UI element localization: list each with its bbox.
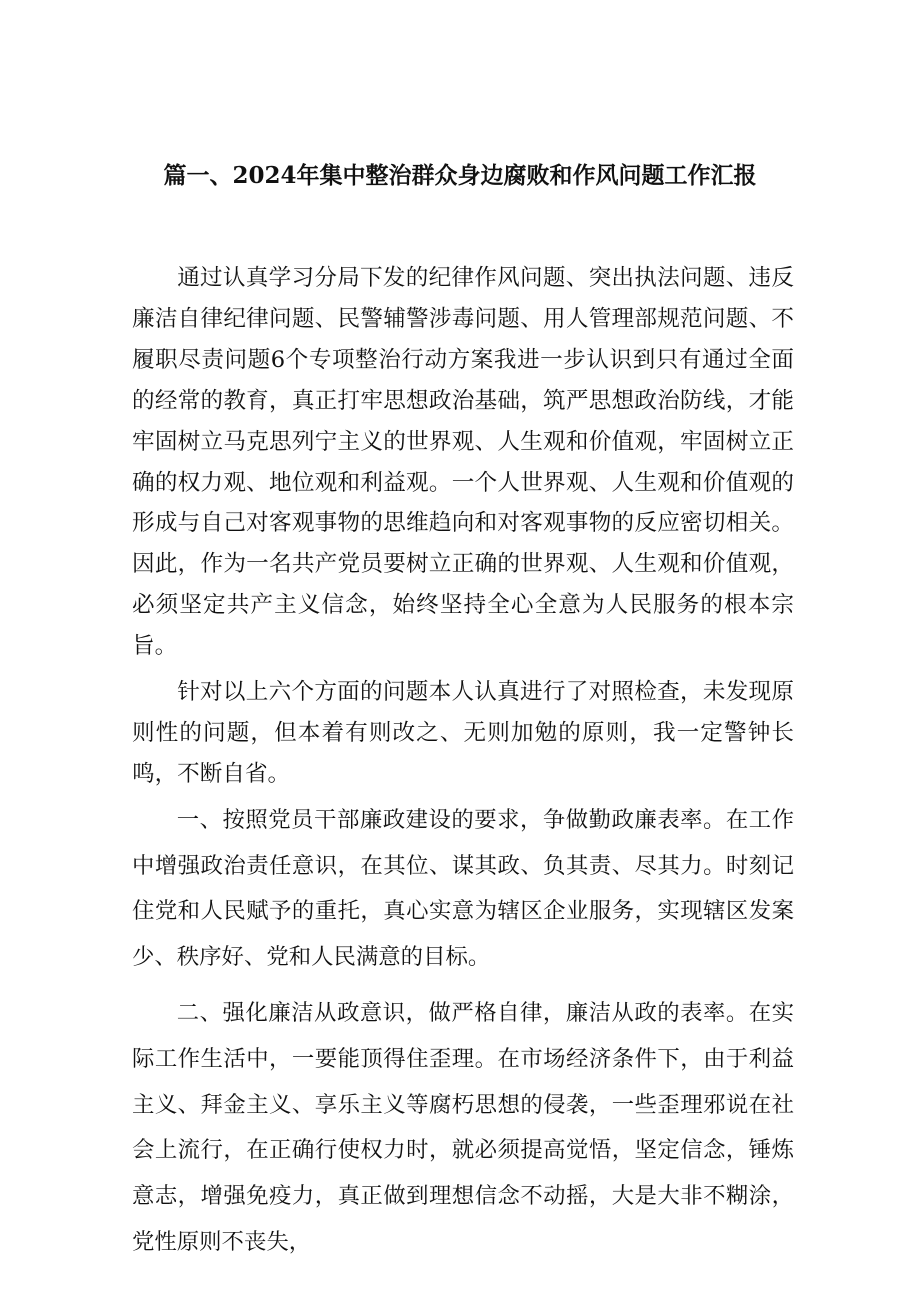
document-body: [132, 258, 794, 1266]
paragraph-point-one: 一、按照党员干部廉政建设的要求，争做勤政廉表率。在工作中增强政治责任意识，在其位、谋其政、负其责、尽其力。时刻记住党和人民赋予的重托，真心实意为辖区企业服务，实现辖区发案少、秩序好、党和人民满意的目标。: [132, 806, 794, 971]
paragraph-self-check: 针对以上六个方面的问题本人认真进行了对照检查，未发现原则性的问题，但本着有则改之、无则加勉的原则，我一定警钟长鸣，不断自省。: [132, 679, 794, 787]
paragraph-point-two: 二、强化廉洁从政意识，做严格自律，廉洁从政的表率。在实际工作生活中，一要能顶得住歪理。在市场经济条件下，由于利益主义、拜金主义、享乐主义等腐朽思想的侵袭，一些歪理邪说在社会上流行，在正确行使权力时，就必须提高觉悟，坚定信念，锤炼意志，增强免疫力，真正做到理想信念不动摇，大是大非不糊涂，党性原则不丧失，: [132, 999, 794, 1255]
paragraph-intro: 通过认真学习分局下发的纪律作风问题、突出执法问题、违反廉洁自律纪律问题、民警辅警涉毒问题、用人管理部规范问题、不履职尽责问题6个专项整治行动方案我进一步认识到只有通过全面的经常的教育，真正打牢思想政治基础，筑严思想政治防线，才能牢固树立马克思列宁主义的世界观、人生观和价值观，牢固树立正确的权力观、地位观和利益观。一个人世界观、人生观和价值观的形成与自己对客观事物的思维趋向和对客观事物的反应密切相关。因此，作为一名共产党员要树立正确的世界观、人生观和价值观，必须坚定共产主义信念，始终坚持全心全意为人民服务的根本宗旨。: [132, 265, 794, 660]
document-title: 篇一、2024年集中整治群众身边腐败和作风问题工作汇报: [163, 162, 757, 189]
